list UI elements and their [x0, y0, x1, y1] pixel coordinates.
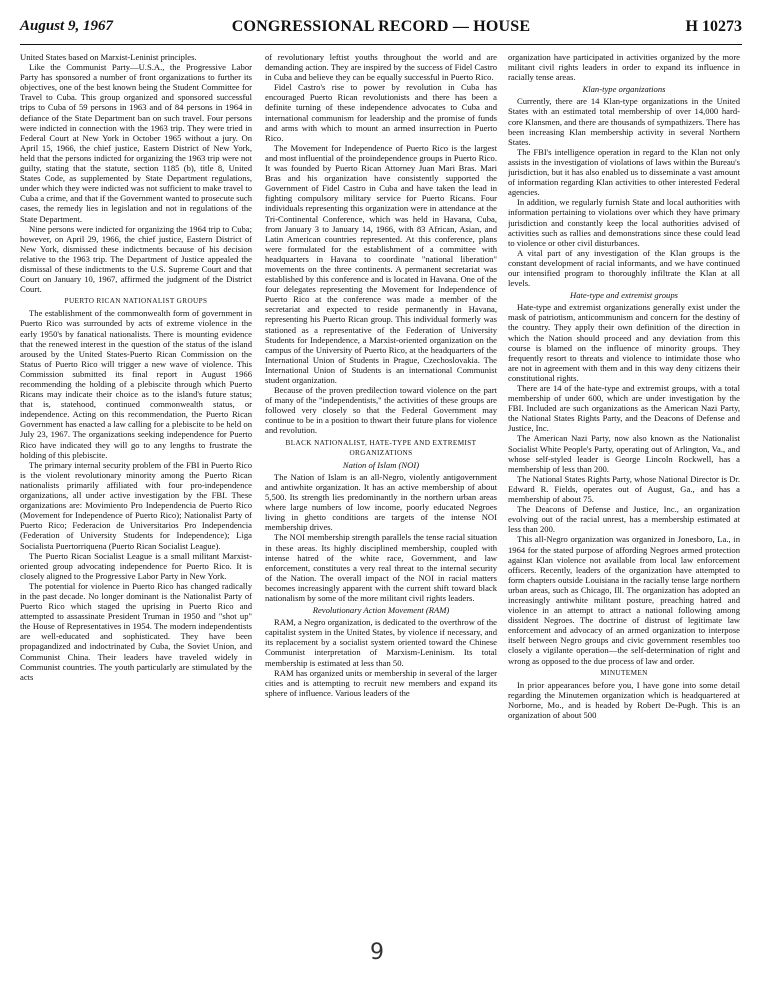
page-header: [20, 18, 742, 46]
section-heading: PUERTO RICAN NATIONALIST GROUPS: [64, 297, 208, 306]
paragraph: The Puerto Rican Socialist League is a small militant Marxist-oriented group advocating independence for Puerto Rico. It is closely aligned to the Progressive Labor Party in New York.: [20, 550, 252, 581]
column-3: [508, 52, 740, 952]
subsection-heading: Klan-type organizations: [582, 84, 666, 95]
paragraph: The Deacons of Defense and Justice, Inc., an organization evolving out of the racial unrest, has a membership estimated at less than 200.: [508, 504, 740, 535]
paragraph: The primary internal security problem of the FBI in Puerto Rico is the violent revolutionary minority among the Puerto Rican nationalists primarily affiliated with four pro-independence organizations, all under active investigation by the FBI. These organizations are: Movimiento Pro Independencia de Puerto Rico (Movement for Independence of Puerto Rico); Nationalist Party of Puerto Rico; Federacion de Universitarios Pro Independencia (Federation of University Students for Independence); Liga Socialista Puertorriquena (Puerto Rican Socialist League).: [20, 459, 252, 551]
paragraph: The Nation of Islam is an all-Negro, violently antigovernment and antiwhite organization. It has an active membership of about 5,500. Its strength lies predominantly in the northern urban areas where large numbers of low income, poorly educated Negroes living in ghetto conditions are targets of the intense NOI membership drives.: [265, 471, 497, 533]
subsection-heading: Revolutionary Action Movement (RAM): [312, 605, 450, 616]
paragraph: Currently, there are 14 Klan-type organizations in the United States with an estimated total membership of over 14,000 hard-core Klansmen, and there are thousands of sympathizers. There has been increasing Klan membership activity in several Northern States.: [508, 96, 740, 147]
paragraph: The potential for violence in Puerto Rico has changed radically in the past decade. No longer dominant is the Nationalist Party of Puerto Rico which staged the uprising in Puerto Rico and attempted to assassinate President Truman in 1950 and "shot up" the House of Representatives in 1954. The modern independentists are well-educated and sophisticated. They have been propagandized and indoctrinated by Cuba, the Soviet Union, and Communist China. Their leaders have traveled widely in Communist countries. The youth particularly are stimulated by the acts: [20, 580, 252, 682]
header-date: August 9, 1967: [20, 18, 113, 34]
paragraph: Fidel Castro's rise to power by revolution in Cuba has encouraged Puerto Rican revolutionists and there has been a definite turning of these independence advocates to Cuba and international communism for leadership and the promise of funds and arms with which to mount an armed insurrection in Puerto Rico.: [265, 82, 497, 143]
section-heading: BLACK NATIONALIST, HATE-TYPE AND EXTREMIST ORGANIZATIONS: [285, 438, 477, 457]
paragraph: The Movement for Independence of Puerto Rico is the largest and most influential of the proindependence groups in Puerto Rico. It was founded by Puerto Rican Attorney Juan Mari Bras. Mari Bras and his organization have consistently supported the Government of Fidel Castro in Cuba and have taken the lead in fighting compulsory military service for Puerto Ricans. Four individuals representing this organization were in attendance at the Tri-Continental Conference, which was held in Havana, Cuba, from January 3 to January 14, 1966, with 83 African, Asian, and Latin American countries represented. At this conference, plans were formulated for the establishment of a committee with headquarters in Havana to coordinate "national liberation" movements on the three continents. A permanent secretariat was established by this conference and is located in Havana. One of the four delegates representing the Movement for Independence of Puerto Rico at the conference was made a member of the secretariat and expected to reside permanently in Havana, representing his Puerto Rican group. This individual formerly was stationed as a representative of the Federation of University Students for Independence, a Marxist-oriented organization on the campus of the University of Puerto Rico, at the headquarters of the International Union of Students in Prague, Czechoslovakia. The International Union of Students is an international Communist student organization.: [265, 142, 497, 385]
paragraph: Because of the proven predilection toward violence on the part of many of the "independentists," the activities of these groups are followed very closely so that the Federal Government may continue to be in a position to thwart their future plans for violence and revolution.: [265, 385, 497, 436]
paragraph: The FBI's intelligence operation in regard to the Klan not only assists in the investigation of violations of laws within the Bureau's jurisdiction, but it has also enabled us to disseminate a vast amount of information regarding Klan activities to other interested Federal agencies.: [508, 146, 740, 198]
paragraph: In addition, we regularly furnish State and local authorities with information pertaining to violations over which they have primary jurisdiction and constantly keep the local authorities advised of activities such as rallies and demonstrations since these could lead to violence or other civil disturbances.: [508, 197, 740, 248]
paragraph: The American Nazi Party, now also known as the Nationalist Socialist White People's Party, operating out of Arlington, Va., and whose self-styled leader is George Lincoln Rockwell, has a membership of less than 200.: [508, 433, 740, 474]
subsection-heading: Nation of Islam (NOI): [342, 459, 420, 470]
paragraph: In prior appearances before you, I have gone into some detail regarding the Minutemen organization which is headquartered at Norborne, Mo., and is headed by Robert De-Pugh. This is an organization of about 500: [508, 679, 740, 720]
column-1: [20, 52, 252, 952]
paragraph: RAM has organized units or membership in several of the larger cities and is attempting to recruit new members and expand its sphere of influence. Various leaders of the: [265, 667, 497, 698]
header-page-number: H 10273: [685, 18, 742, 35]
paragraph: of revolutionary leftist youths throughout the world and are demanding action. They are inspired by the success of Fidel Castro in Cuba and believe they can be equally successful in Puerto Rico.: [265, 52, 497, 83]
paragraph: The establishment of the commonwealth form of government in Puerto Rico was surrounded by acts of extreme violence in the early 1950's by fanatical nationalists. There is mounting evidence that the renewed interest in the question of the status of the island aroused by the United States-Puerto Rican Commission on the Status of Puerto Rico will trigger a new wave of violence. This Commission submitted its final report in August 1966 recommending the holding of a plebiscite through which Puerto Ricans may indicate their choice as to the island's future status; that is, statehood, continued commonwealth status, or independence. Acting on this recommendation, the Puerto Rican Government has enacted a law calling for a plebiscite to be held on July 23, 1967. The organizations seeking independence for Puerto Rico have indicated they will go to any lengths to frustrate the holding of this plebiscite.: [20, 308, 252, 460]
header-rule: [20, 44, 742, 45]
header-title: CONGRESSIONAL RECORD — HOUSE: [231, 18, 531, 35]
paragraph: The National States Rights Party, whose National Director is Dr. Edward R. Fields, operates out of August, Ga., and has a membership of about 75.: [508, 473, 740, 505]
paragraph: United States based on Marxist-Leninist principles.: [20, 52, 197, 62]
paragraph: RAM, a Negro organization, is dedicated to the overthrow of the capitalist system in the United States, by violence if necessary, and its replacement by a socialist system oriented toward the Chinese Communist interpretation of Marxism-Leninism. Its total membership is estimated at less than 50.: [265, 617, 497, 668]
subsection-heading: Hate-type and extremist groups: [570, 290, 678, 301]
paragraph: Nine persons were indicted for organizing the 1964 trip to Cuba; however, on April 29, 1966, the chief justice, Eastern District of New York, dismissed these indictments because of his decision relative to the 1963 trip. The Department of Justice appealed the dismissal of these indictments to the U.S. Supreme Court and that Court on January 10, 1967, affirmed the judgment of the District Court.: [20, 223, 252, 295]
column-2: [265, 52, 497, 952]
handwritten-page-mark: 9: [370, 940, 384, 965]
paragraph: organization have participated in activities organized by the more militant civil rights leaders in order to expand its influence in racially tense areas.: [508, 52, 740, 83]
paragraph: There are 14 of the hate-type and extremist groups, with a total membership of under 600, which are under investigation by the FBI. Included are such organizations as the American Nazi Party, the National States Rights Party, and the Deacons of Defense and Justice, Inc.: [508, 383, 740, 434]
paragraph: A vital part of any investigation of the Klan groups is the constant development of racial informants, and we have continued our intensified program to thoroughly infiltrate the Klan at all levels.: [508, 247, 740, 289]
paragraph: Hate-type and extremist organizations generally exist under the mask of patriotism, anticommunism and concern for the destiny of the country. They apply their own definition of the direction in which the Nation should proceed and any deviation from this course is blamed on the influence of minority groups. They frequently resort to threats and violence to intimidate those who are not in agreement with them and in this way deny citizens their constitutional rights.: [508, 302, 740, 383]
section-heading: MINUTEMEN: [600, 668, 648, 677]
paragraph: Like the Communist Party—U.S.A., the Progressive Labor Party has sponsored a number of front organizations to further its objectives, one of the best known being the Student Committee for Travel to Cuba. This group organized and sponsored successful trips to Cuba of 59 persons in 1963 and of 84 persons in 1964 in defiance of the State Department ban on such travel. Four persons were indicted in connection with the 1963 trip. They were tried in Federal Court at New York in October 1965 without a jury. On April 15, 1966, the chief justice, Eastern District of New York, held that the persons indicted for organizing the 1963 trip were not guilty, stating that the statute, section 1185 (b), title 8, United States Code, as supplemented by State Department regulations, under which they were indicted was not sufficient to make travel to Cuba a crime, and that if the Government wanted to prosecute such cases, the remedy lies in legislation and not in regulations of the State Department.: [20, 62, 252, 224]
paragraph: The NOI membership strength parallels the tense racial situation in these areas. Its highly disciplined membership, coupled with intense hatred of the white race, Government, and law enforcement, constitutes a very real threat to the internal security of the Nation. The overall impact of the NOI in racial matters becomes increasingly apparent with the current shift toward black nationalism by some of the more militant civil rights leaders.: [265, 532, 497, 603]
paragraph: This all-Negro organization was organized in Jonesboro, La., in 1964 for the stated purpose of affording Negroes armed protection against Klan violence not available from local law enforcement officers. Recently, leaders of the organization have attempted to form chapters outside Louisiana in the racially tense large northern urban areas, such as Chicago, Ill. The organization has adopted an increasingly antiwhite militant posture, preaching hatred and violence in an attempt to attract a national following among dissident Negroes. The doctrine of distrust of legitimate law enforcement and advocacy of an armed organization to interpose itself between Negro groups and civic government resembles too closely a vigilante operation—the self-determination of right and wrong as opposed to the due process of law and order.: [508, 534, 740, 666]
